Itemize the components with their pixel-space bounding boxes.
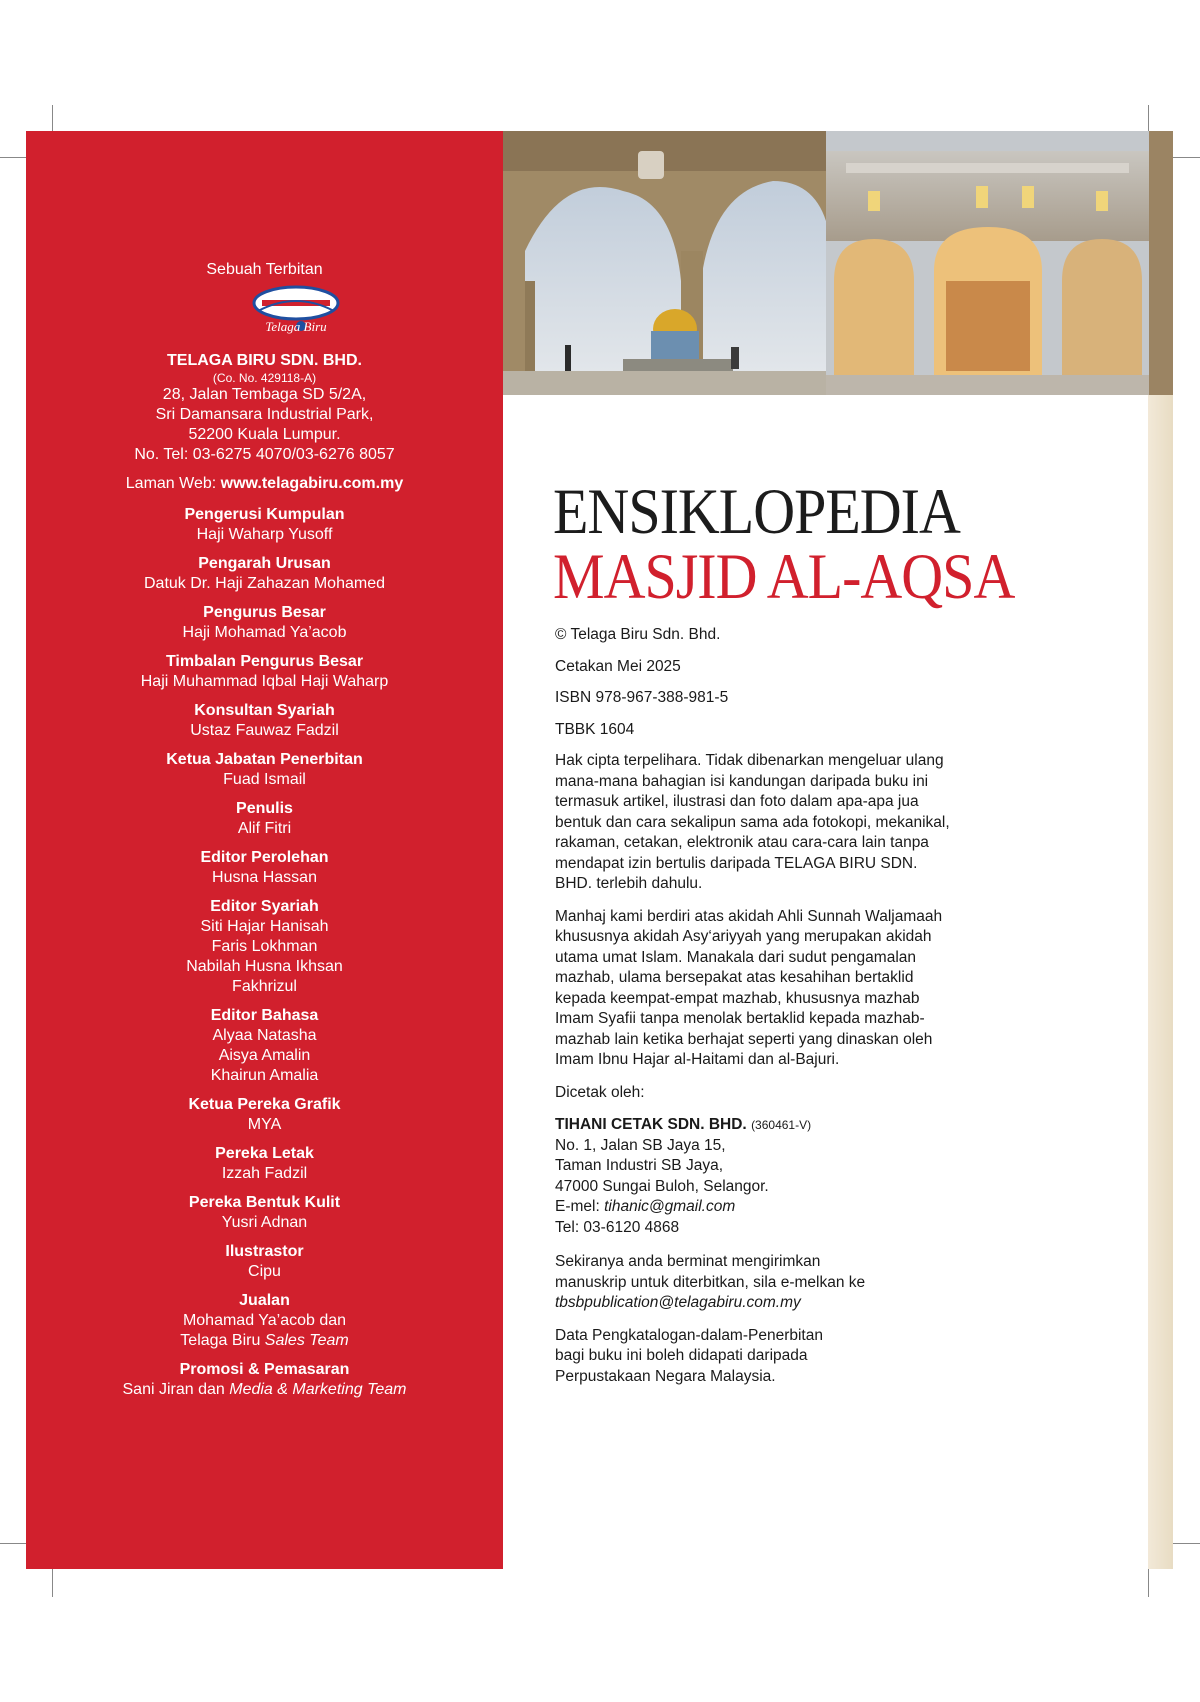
email-label: E-mel: [555, 1198, 605, 1215]
mosque-facade-photo [826, 131, 1149, 395]
address-line: 52200 Kuala Lumpur. [188, 426, 341, 443]
printer-address-line: 47000 Sungai Buloh, Selangor. [555, 1177, 769, 1195]
credit-entry [26, 799, 503, 839]
crop-mark [1148, 1569, 1149, 1597]
credit-entry [26, 897, 503, 997]
publisher-address [26, 351, 503, 465]
credit-name: Datuk Dr. Haji Zahazan Mohamed [144, 575, 385, 592]
credit-role: Ketua Pereka Grafik [188, 1096, 341, 1113]
credit-role: Editor Perolehan [200, 849, 329, 866]
crop-mark [0, 157, 26, 158]
credit-role: Jualan [239, 1292, 290, 1309]
credit-entry [26, 848, 503, 888]
credit-entry [26, 652, 503, 692]
credit-entry [26, 1242, 503, 1282]
credit-entry [26, 701, 503, 741]
credit-role: Konsultan Syariah [194, 702, 335, 719]
credit-role: Pereka Bentuk Kulit [188, 1194, 341, 1211]
credit-name: Husna Hassan [212, 869, 317, 886]
company-number: (Co. No. 429118-A) [212, 371, 317, 385]
credit-name: Yusri Adnan [221, 1214, 308, 1231]
credit-name: Alyaa Natasha [212, 1027, 317, 1044]
printed-by-label: Dicetak oleh: [555, 1083, 645, 1101]
credit-role: Pengurus Besar [203, 604, 326, 621]
manuscript-note: Sekiranya anda berminat mengirimkan manuskrip untuk diterbitkan, sila e-melkan ke tbsbpublication@telagabiru.com.my [555, 1253, 866, 1311]
publisher-panel [26, 131, 503, 1569]
website-label: Laman Web: [125, 475, 221, 492]
printer-block [555, 1115, 950, 1238]
masjid-photo-strip [503, 131, 1173, 395]
credit-name: Sani Jiran dan Media & Marketing Team [122, 1381, 407, 1398]
credit-name: Siti Hajar Hanisah [200, 918, 329, 935]
credit-role: Penulis [236, 800, 293, 817]
credit-role: Editor Syariah [210, 898, 319, 915]
book-title-line1: ENSIKLOPEDIA [553, 474, 960, 548]
printer-email[interactable]: tihanic@gmail.com [604, 1198, 736, 1215]
credit-entry [26, 554, 503, 594]
address-line: Sri Damansara Industrial Park, [155, 406, 374, 423]
credit-role: Ketua Jabatan Penerbitan [166, 751, 363, 768]
book-title-line2: MASJID AL-AQSA [553, 539, 1015, 613]
isbn-line: ISBN 978-967-388-981-5 [555, 689, 729, 706]
crop-mark [52, 1569, 53, 1597]
manuscript-email[interactable]: tbsbpublication@telagabiru.com.my [555, 1294, 801, 1311]
credit-role: Promosi & Pemasaran [179, 1361, 350, 1378]
credit-role: Pereka Letak [215, 1145, 314, 1162]
intro-text: Sebuah Terbitan [206, 261, 323, 278]
credit-entry [26, 505, 503, 545]
website-line [26, 475, 503, 493]
manhaj-paragraph: Manhaj kami berdiri atas akidah Ahli Sunnah Waljamaah khususnya akidah Asy‘ariyyah yang merupakan akidah utama umat Islam. Manakala dari sudut pengamalan mazhab, ulama bersepakat atas kesahihan bertaklid kepada keempat-empat mazhab, khususnya mazhab Imam Syafii tanpa menolak bertaklid kepada mazhab-mazhab lain ketika berhajat seperti yang dinaskan oleh Imam Ibnu Hajar al-Haitami dan al-Bajuri. [555, 907, 943, 1068]
credit-name: Haji Muhammad Iqbal Haji Waharp [140, 673, 389, 690]
credit-entry [26, 1193, 503, 1233]
page-edge-strip [1148, 395, 1173, 1569]
credit-name: Ustaz Fauwaz Fadzil [190, 722, 339, 739]
credit-entry [26, 750, 503, 790]
credit-name: Khairun Amalia [210, 1067, 319, 1084]
printer-number: (360461-V) [751, 1118, 812, 1132]
credit-name: Faris Lokhman [211, 938, 318, 955]
credit-name: Haji Mohamad Ya’acob [182, 624, 347, 641]
credit-role: Timbalan Pengurus Besar [165, 653, 364, 670]
credit-entry [26, 1144, 503, 1184]
address-line: 28, Jalan Tembaga SD 5/2A, [162, 386, 367, 403]
crop-mark [1173, 1543, 1200, 1544]
website-link[interactable]: www.telagabiru.com.my [220, 475, 404, 492]
credit-role: Ilustrastor [225, 1243, 304, 1260]
credit-role: Editor Bahasa [210, 1007, 319, 1024]
phone-number: No. Tel: 03-6275 4070/03-6276 8057 [134, 446, 395, 463]
catalog-code-line: TBBK 1604 [555, 720, 635, 738]
logo-text: Telaga Biru [265, 319, 327, 334]
credit-entry [26, 1291, 503, 1351]
credits-list [26, 505, 503, 1409]
credit-name: Haji Waharp Yusoff [196, 526, 333, 543]
credit-name: Telaga Biru Sales Team [180, 1332, 349, 1349]
crop-mark [52, 105, 53, 131]
credit-role: Pengerusi Kumpulan [184, 506, 345, 523]
credit-name: Fakhrizul [232, 978, 297, 995]
third-photo-edge [1149, 131, 1173, 395]
edition-line: Cetakan Mei 2025 [555, 657, 681, 675]
copyright-line: © Telaga Biru Sdn. Bhd. [555, 626, 721, 643]
credit-entry [26, 1006, 503, 1086]
printer-name: TIHANI CETAK SDN. BHD. [555, 1116, 747, 1133]
telaga-biru-logo [248, 281, 344, 337]
credit-name: Alif Fitri [237, 820, 292, 837]
printer-address-line: Taman Industri SB Jaya, [555, 1157, 723, 1174]
credit-name: Aisya Amalin [218, 1047, 311, 1064]
rights-paragraph: Hak cipta terpelihara. Tidak dibenarkan mengeluar ulang mana-mana bahagian isi kandungan daripada buku ini termasuk artikel, ilustrasi dan foto dalam apa-apa jua bentuk dan cara sekalipun sama ada fotokopi, mekanikal, rakaman, cetakan, elektronik atau cara-cara lain tanpa mendapat izin bertulis daripada TELAGA BIRU SDN. BHD. terlebih dahulu. [555, 752, 950, 892]
credit-name: Izzah Fadzil [221, 1165, 308, 1182]
credit-role: Pengarah Urusan [198, 555, 331, 572]
credit-name: Mohamad Ya’acob dan [182, 1312, 347, 1329]
credit-entry [26, 603, 503, 643]
crop-mark [1148, 105, 1149, 131]
credit-entry [26, 1360, 503, 1400]
company-name: TELAGA BIRU SDN. BHD. [167, 352, 362, 369]
catalog-note: Data Pengkatalogan-dalam-Penerbitan bagi buku ini boleh didapati daripada Perpustakaan Negara Malaysia. [555, 1326, 823, 1385]
printer-address-line: No. 1, Jalan SB Jaya 15, [555, 1136, 726, 1154]
credit-name: Cipu [248, 1263, 281, 1280]
credit-name: Nabilah Husna Ikhsan [186, 958, 343, 975]
credit-entry [26, 1095, 503, 1135]
crop-mark [1173, 157, 1200, 158]
imprint-block [555, 625, 950, 1387]
dome-arches-photo [503, 131, 826, 395]
credit-name: Fuad Ismail [223, 771, 306, 788]
crop-mark [0, 1543, 26, 1544]
printer-tel: Tel: 03-6120 4868 [555, 1218, 680, 1236]
credit-name: MYA [247, 1116, 282, 1133]
